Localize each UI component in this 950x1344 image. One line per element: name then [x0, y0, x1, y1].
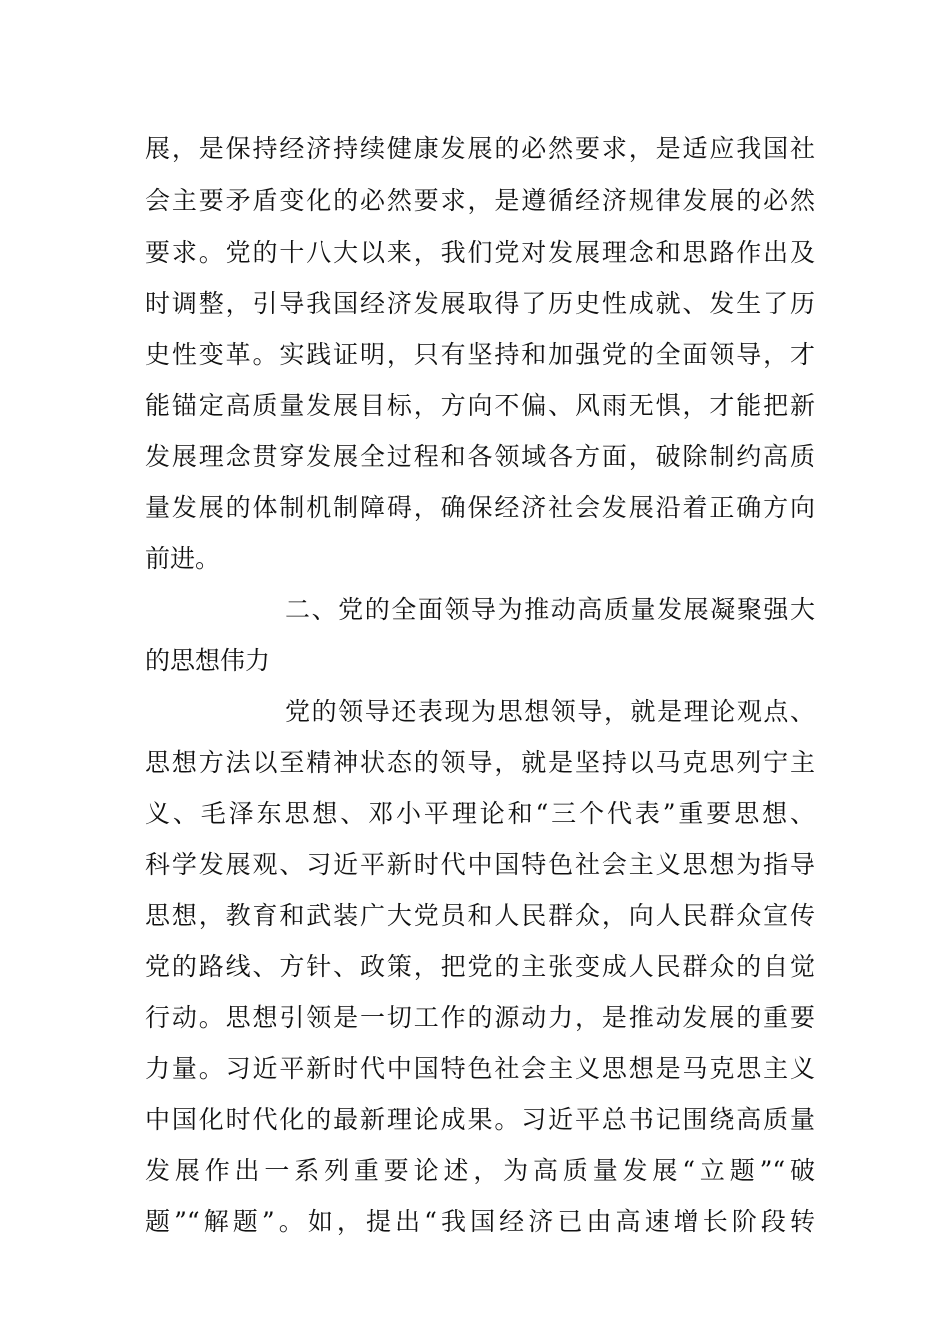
- paragraph-line: 思想，教育和武装广大党员和人民群众，向人民群众宣传: [145, 901, 815, 930]
- paragraph-line: 会主要矛盾变化的必然要求，是遵循经济规律发展的必然: [145, 186, 815, 215]
- section-heading-line: 二、党的全面领导为推动高质量发展凝聚强大: [285, 595, 815, 624]
- paragraph-line: 中国化时代化的最新理论成果。习近平总书记围绕高质量: [145, 1105, 815, 1134]
- section-heading-line: 的思想伟力: [145, 646, 271, 675]
- paragraph-line: 史性变革。实践证明，只有坚持和加强党的全面领导，才: [145, 340, 815, 369]
- paragraph-line: 量发展的体制机制障碍，确保经济社会发展沿着正确方向: [145, 493, 815, 522]
- paragraph-line: 要求。党的十八大以来，我们党对发展理念和思路作出及: [145, 238, 815, 267]
- paragraph-line: 题”“解题”。如，提出“我国经济已由高速增长阶段转: [145, 1207, 815, 1236]
- paragraph-line: 思想方法以至精神状态的领导，就是坚持以马克思列宁主: [145, 748, 815, 777]
- paragraph-line: 发展作出一系列重要论述，为高质量发展“立题”“破: [145, 1156, 815, 1185]
- paragraph-line: 党的路线、方针、政策，把党的主张变成人民群众的自觉: [145, 952, 815, 981]
- paragraph-line: 义、毛泽东思想、邓小平理论和“三个代表”重要思想、: [145, 799, 815, 828]
- paragraph-line: 前进。: [145, 544, 221, 573]
- paragraph-line: 党的领导还表现为思想领导，就是理论观点、: [285, 697, 815, 726]
- paragraph-line: 展，是保持经济持续健康发展的必然要求，是适应我国社: [145, 134, 815, 163]
- paragraph-line: 发展理念贯穿发展全过程和各领域各方面，破除制约高质: [145, 442, 815, 471]
- paragraph-line: 能锚定高质量发展目标，方向不偏、风雨无惧，才能把新: [145, 391, 815, 420]
- paragraph-line: 科学发展观、习近平新时代中国特色社会主义思想为指导: [145, 850, 815, 879]
- paragraph-line: 行动。思想引领是一切工作的源动力，是推动发展的重要: [145, 1003, 815, 1032]
- paragraph-line: 时调整，引导我国经济发展取得了历史性成就、发生了历: [145, 289, 815, 318]
- paragraph-line: 力量。习近平新时代中国特色社会主义思想是马克思主义: [145, 1054, 815, 1083]
